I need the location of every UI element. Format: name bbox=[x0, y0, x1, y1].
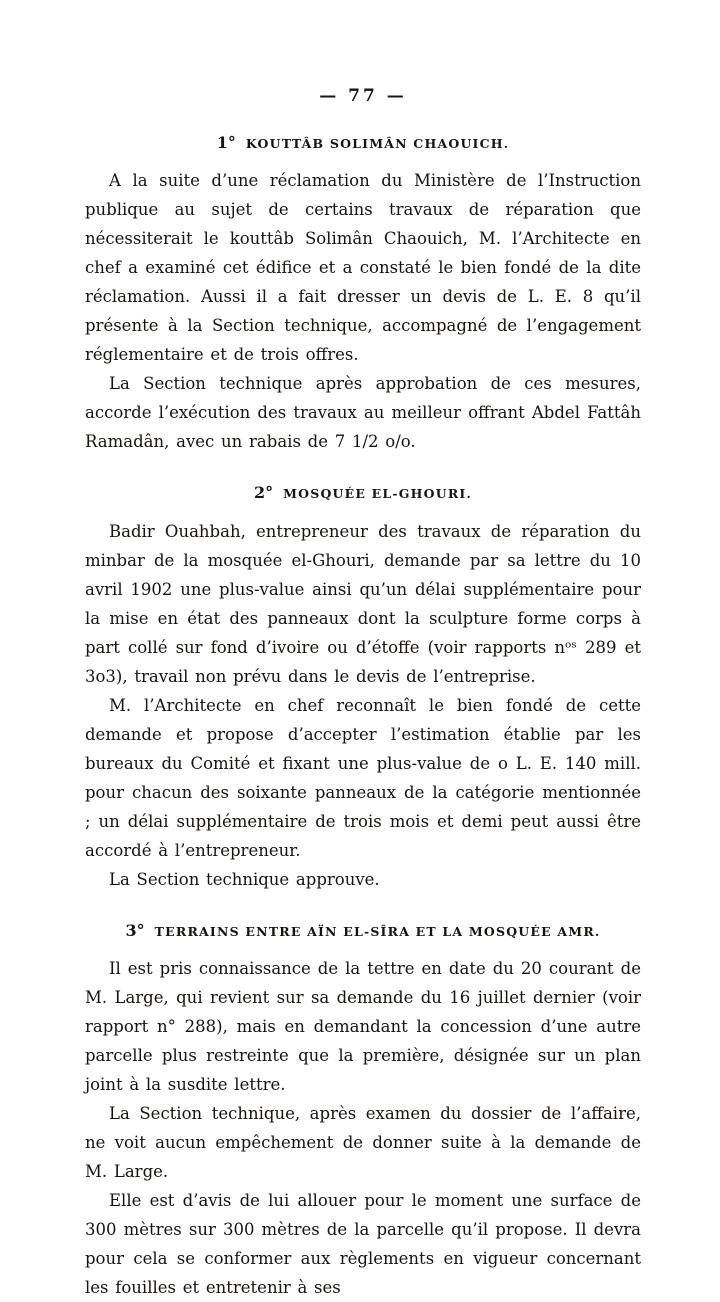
section-number: 2° bbox=[253, 483, 274, 503]
document-page bbox=[85, 0, 641, 1302]
section-kouttab-soliman-chaouich bbox=[85, 127, 641, 456]
page-number: — 77 — bbox=[319, 86, 407, 106]
section-heading bbox=[85, 127, 641, 153]
paragraph: Elle est d’avis de lui allouer pour le moment une surface de 300 mètres sur 300 mètres de la parcelle qu’il propose. Il devra pour cela se conformer aux règlements en vigueur concernant les fouilles et entretenir à ses bbox=[85, 1191, 641, 1298]
section-title: TERRAINS ENTRE AÏN EL-SÎRA ET LA MOSQUÉE AMR. bbox=[154, 923, 601, 939]
paragraph: La Section technique après approbation de ces mesures, accorde l’exécution des travaux au meilleur offrant Abdel Fattâh Ramadân, avec un rabais de 7 1/2 o/o. bbox=[85, 374, 641, 452]
section-heading bbox=[85, 915, 641, 941]
paragraph: Il est pris connaissance de la tettre en date du 20 courant de M. Large, qui revient sur sa demande du 16 juillet dernier (voir rapport n° 288), mais en demandant la concession d’une autre parcelle plus restreinte que la première, désignée sur un plan joint à la susdite lettre. bbox=[85, 959, 641, 1095]
section-terrains-ain-el-sira bbox=[85, 915, 641, 1302]
section-title: MOSQUÉE EL-GHOURI. bbox=[283, 486, 473, 502]
section-number: 3° bbox=[125, 920, 145, 940]
paragraph: M. l’Architecte en chef reconnaît le bien fondé de cette demande et propose d’accepter l’estimation établie par les bureaux du Comité et fixant une plus-value de o L. E. 140 mill. pour chacun des soixante panneaux de la catégorie mentionnée ; un délai supplémentaire de trois mois et demi peut aussi être accordé à l’entrepreneur. bbox=[85, 695, 641, 860]
section-heading bbox=[85, 477, 641, 503]
paragraph: A la suite d’une réclamation du Ministère de l’Instruction publique au sujet de certains travaux de réparation que nécessiterait le kouttâb Solimân Chaouich, M. l’Architecte en chef a examiné cet édifice et a constaté le bien fondé de la dite réclamation. Aussi il a fait dresser un devis de L. E. 8 qu’il présente à la Section technique, accompagné de l’engagement réglementaire et de trois offres. bbox=[85, 171, 641, 365]
section-mosquee-el-ghouri bbox=[85, 477, 641, 893]
paragraph: La Section technique approuve. bbox=[109, 869, 380, 889]
section-number: 1° bbox=[216, 133, 236, 152]
section-title: KOUTTÂB SOLIMÂN CHAOUICH. bbox=[245, 136, 510, 151]
paragraph: Badir Ouahbah, entrepreneur des travaux de réparation du minbar de la mosquée el-Ghouri, demande par sa lettre du 10 avril 1902 une plus-value ainsi qu’un délai supplémentaire pour la mise en état des panneaux dont la sculpture forme corps à part collé sur fond d’ivoire ou d’étoffe (voir rapports nᵒˢ 289 et 3o3), travail non prévu dans le devis de l’entreprise. bbox=[85, 521, 641, 686]
paragraph: La Section technique, après examen du dossier de l’affaire, ne voit aucun empêchement de donner suite à la demande de M. Large. bbox=[85, 1104, 641, 1182]
